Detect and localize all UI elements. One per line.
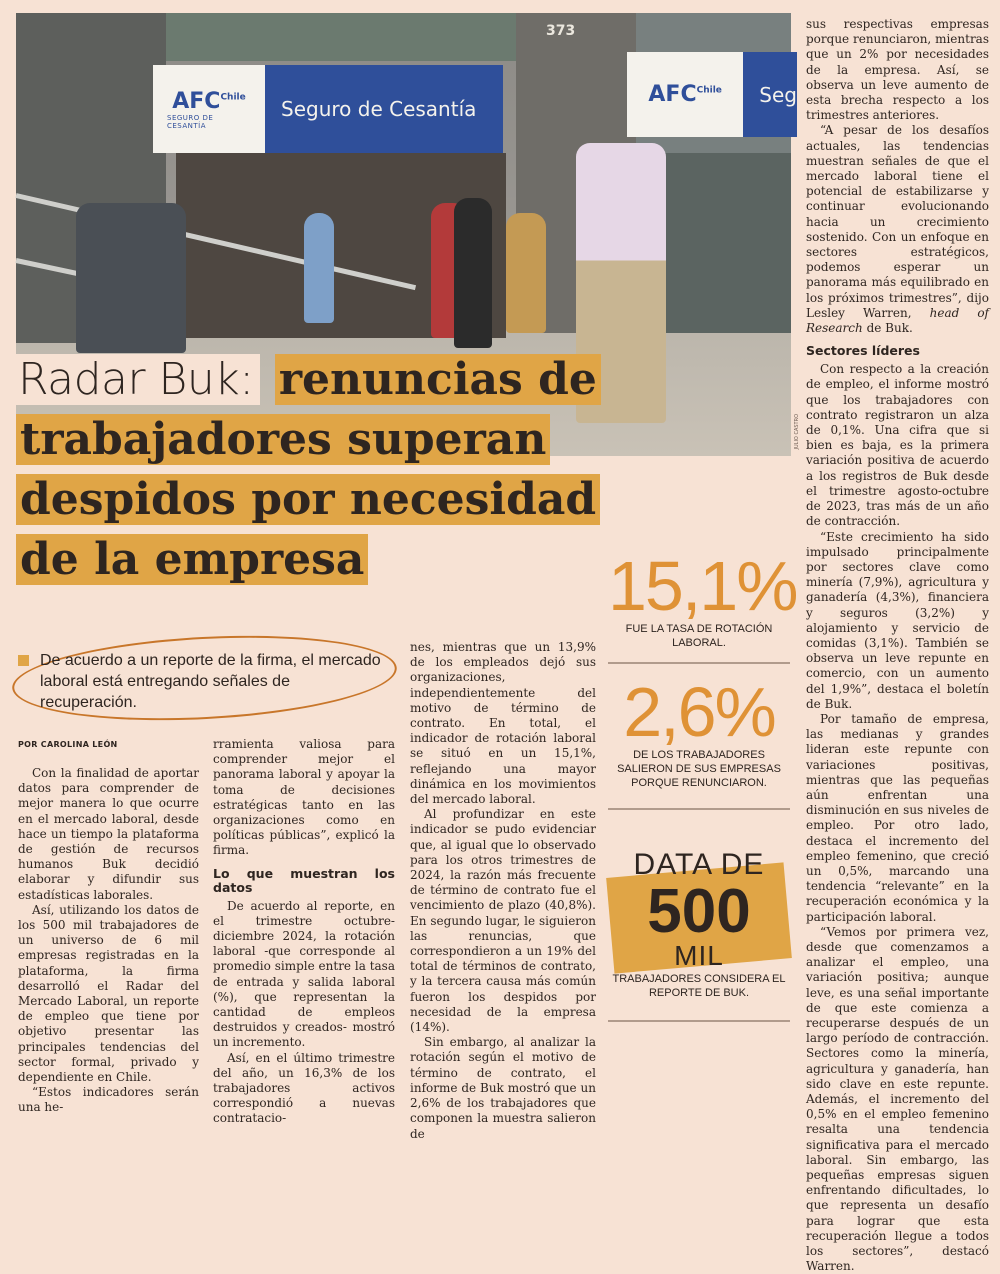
- stat-value: 500: [647, 877, 751, 946]
- body-column-3: [410, 640, 596, 1142]
- headline: [16, 350, 601, 590]
- paragraph: De acuerdo al reporte, en el trimestre octubre-diciembre 2024, la rotación laboral -que corresponde al promedio simple entre la tasa de entrada y salida laboral (%), que representan la cantidad de empleos destruidos y creados- mostró un incremento.: [213, 898, 395, 1050]
- office-window: [651, 153, 791, 333]
- paragraph: sus respectivas empresas porque renunciaron, mientras que un 2% por necesidades de la empresa. Así, se observa un leve aumento de esta brecha respecto a los trimestres anteriores.: [806, 17, 989, 123]
- stat-sample-size: [608, 848, 790, 1018]
- afc-sign: [153, 65, 503, 153]
- paragraph: Así, utilizando los datos de los 500 mil trabajadores de un universo de 6 mil empresas registradas en la plataforma, la firma desarrolló el Radar del Mercado Laboral, un reporte de empleo que tiene por objetivo presentar las principales tendencias del sector formal, privado y dependiente en Chile.: [18, 902, 199, 1085]
- paragraph: “A pesar de los desafíos actuales, las tendencias muestran señales de que el mercado laboral tiene el potencial de estabilizarse y continuar evolucionando hacia un crecimiento sostenido. Con un enfoque en sectores estratégicos, podemos esperar un panorama más equilibrado en los próximos trimestres”, dijo Lesley Warren, head of Research de Buk.: [806, 123, 989, 336]
- afc-sign-right: [627, 52, 797, 137]
- body-column-1: [18, 766, 199, 1116]
- stat-caption: TRABAJADORES CONSIDERA EL REPORTE DE BUK.: [612, 973, 786, 999]
- sign-text: Seguro de Cesantía: [281, 97, 477, 121]
- byline: POR CAROLINA LEÓN: [18, 740, 118, 749]
- body-column-2: [213, 737, 395, 1127]
- paragraph: Al profundizar en este indicador se pudo evidenciar que, al igual que lo observado para los otros trimestres de 2024, la razón más frecuente de término de contrato fue el vencimiento de plazo (40,8%). En segundo lugar, le siguieron las renuncias, que correspondieron a un 19% del total de términos de contrato, y la tercera causa más común fueron los despidos por necesidad de la empresa (14%).: [410, 807, 596, 1035]
- stat-prefix: DATA DE: [633, 848, 765, 881]
- afc-logo-right: $AFC^{Chile}$: [627, 52, 743, 137]
- stat-unit: MIL: [674, 940, 724, 971]
- paragraph: Sin embargo, al analizar la rotación según el motivo de término de contrato, el informe de Buk mostró que un 2,6% de los trabajadores que componen la muestra salieron de: [410, 1035, 596, 1141]
- headline-lead: Radar Buk:: [16, 354, 260, 405]
- body-column-4: [806, 17, 989, 1274]
- paragraph: rramienta valiosa para comprender mejor el panorama laboral y apoyar la toma de decisiones estratégicas tanto en las organizaciones como en políticas públicas”, explicó la firma.: [213, 737, 395, 858]
- summary-deck: [18, 650, 388, 713]
- address-number: 373: [546, 23, 576, 39]
- stat-caption: DE LOS TRABAJADORES SALIERON DE SUS EMPRESAS PORQUE RENUNCIARON.: [617, 749, 781, 789]
- summary-text: De acuerdo a un reporte de la firma, el mercado laboral está entregando señales de recuperación.: [40, 652, 381, 711]
- stat-rotation: [608, 547, 797, 650]
- photo-credit: JULIO CASTRO: [794, 414, 800, 450]
- paragraph: “Vemos por primera vez, desde que comenzamos a analizar el empleo, una variación positiva; aunque leve, es una señal importante de que este comienza a recuperarse después de un largo período de contracción. Sectores como la minería, agricultura y ganadería, han sido clave en este repunte. Además, el incremento del 0,5% en el empleo femenino resalta una tendencia significativa para el mercado laboral. Sin embargo, las pequeñas empresas siguen enfrentando dificultades, lo que representa un desafío para lograr que esta recuperación llegue a todos los sectores”, destacó Warren.: [806, 924, 989, 1274]
- stat-value: 2,6%: [623, 673, 775, 751]
- stat-value: 15,1%: [608, 547, 797, 625]
- section-heading: Sectores líderes: [806, 343, 920, 359]
- pedestrian: [454, 198, 492, 348]
- seated-man: [76, 203, 186, 353]
- paragraph: Por tamaño de empresa, las medianas y grandes lideran este repunte con variaciones positivas, mientras que las pequeñas aún enfrentan una disminución en sus niveles de empleo. Por otro lado, destaca el incremento del empleo femenino, que creció un 0,5%, marcando una tendencia “relevante” en la recuperación económica y la participación laboral.: [806, 711, 989, 924]
- square-bullet-icon: [18, 655, 29, 666]
- pedestrian: [506, 213, 546, 333]
- divider: [608, 808, 790, 810]
- paragraph: Así, en el último trimestre del año, un 16,3% de los trabajadores activos correspondió a nuevas contratacio-: [213, 1050, 395, 1126]
- sign-text-right: Seg: [759, 82, 797, 107]
- headline-main: renuncias de trabajadores superan despidos por necesidad de la empresa: [16, 354, 601, 585]
- paragraph: nes, mientras que un 13,9% de los empleados dejó sus organizaciones, independientemente del motivo de término de contrato. En total, el indicador de rotación laboral se situó en un 15,1%, reflejando una mayor dinámica en los movimientos del mercado laboral.: [410, 640, 596, 807]
- afc-logo: $AFC^{Chile}$ SEGURO DE CESANTÍA: [153, 65, 265, 153]
- divider: [608, 1020, 790, 1022]
- stat-resignations: [608, 673, 790, 790]
- paragraph: Con respecto a la creación de empleo, el informe mostró que los trabajadores con contrato registraron un alza de 0,1%. Una cifra que si bien es baja, es la primera variación positiva de acuerdo a los registros de Buk desde el trimestre agosto-octubre de 2023, tras más de un año de contracción.: [806, 362, 989, 529]
- upper-windows: [166, 13, 516, 61]
- section-heading: Lo que muestran los datos: [213, 865, 395, 895]
- paragraph: “Este crecimiento ha sido impulsado principalmente por sectores clave como minería (7,9%), agricultura y ganadería (4,3%), financiera y seguros (3,2%) y alojamiento y servicio de comidas (3,1%). También se observa un leve repunte en comercio, con un aumento del 1,9%”, destaca el boletín de Buk.: [806, 529, 989, 711]
- stat-caption: FUE LA TASA DE ROTACIÓN LABORAL.: [625, 623, 773, 649]
- paragraph: “Estos indicadores serán una he-: [18, 1085, 199, 1115]
- divider: [608, 662, 790, 664]
- paragraph: Con la finalidad de aportar datos para comprender de mejor manera lo que ocurre en el mercado laboral, desde hace un tiempo la plataforma de gestión de recursos humanos Buk decidió elaborar y difundir sus estadísticas laborales.: [18, 766, 199, 902]
- pedestrian: [304, 213, 334, 323]
